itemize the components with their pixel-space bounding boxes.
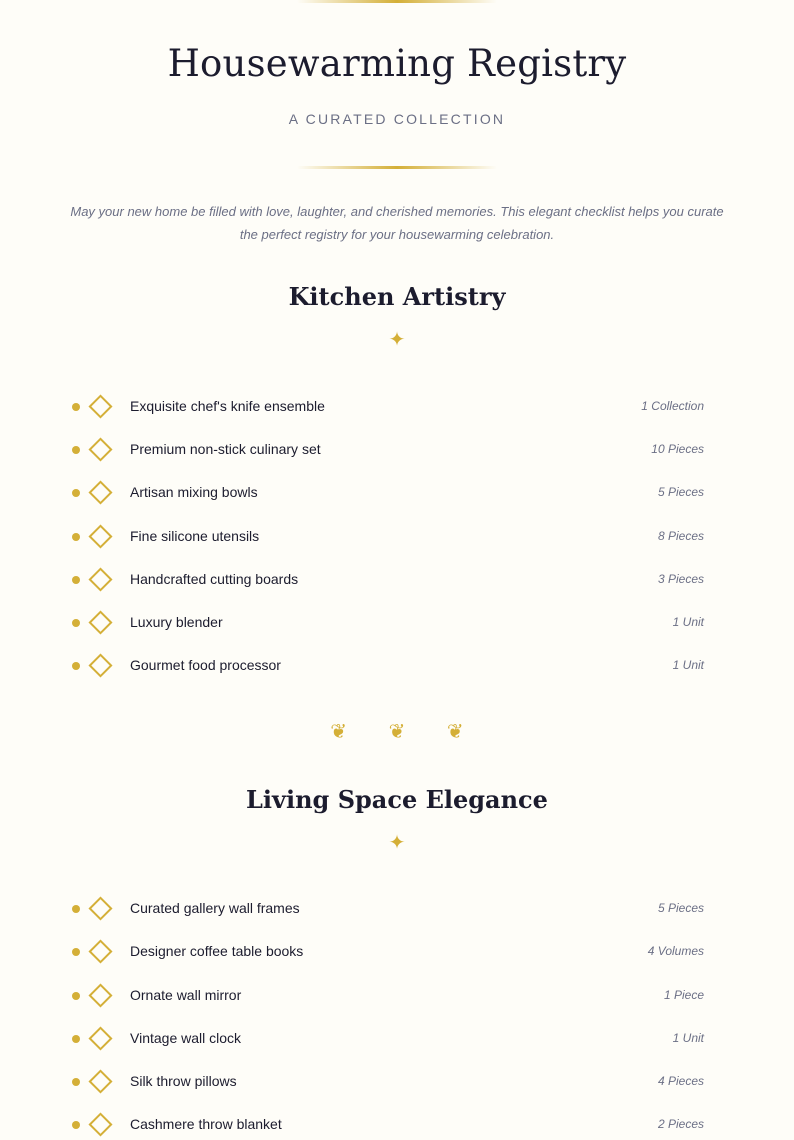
item-quantity: 10 Pieces <box>651 442 704 456</box>
section-title-kitchen: Kitchen Artistry <box>288 282 506 311</box>
page-subtitle: A CURATED COLLECTION <box>288 111 506 127</box>
bullet-dot-icon <box>72 948 80 956</box>
star-icon: ✦ <box>388 329 406 351</box>
bullet-dot-icon <box>72 446 80 454</box>
item-quantity: 1 Unit <box>672 658 704 672</box>
list-item <box>70 478 704 508</box>
bullet-dot-icon <box>72 1078 80 1086</box>
diamond-checkbox[interactable] <box>88 653 112 677</box>
item-name: Silk throw pillows <box>130 1073 237 1089</box>
list-item <box>70 392 704 422</box>
section-title-living: Living Space Elegance <box>246 785 548 814</box>
item-quantity: 1 Piece <box>663 988 704 1002</box>
item-quantity: 5 Pieces <box>657 485 704 499</box>
item-name: Ornate wall mirror <box>130 987 242 1003</box>
item-quantity: 1 Unit <box>672 615 704 629</box>
header-divider <box>297 166 497 169</box>
list-item <box>70 435 704 465</box>
item-name: Handcrafted cutting boards <box>130 571 299 587</box>
diamond-checkbox[interactable] <box>88 480 112 504</box>
list-item <box>70 651 704 681</box>
item-name: Designer coffee table books <box>130 943 304 959</box>
bullet-dot-icon <box>72 1121 80 1129</box>
item-name: Curated gallery wall frames <box>130 900 300 916</box>
diamond-checkbox[interactable] <box>88 437 112 461</box>
star-icon: ✦ <box>388 832 406 854</box>
list-item <box>70 894 704 924</box>
list-item <box>70 981 704 1011</box>
floral-divider-icon: ❦ ❦ ❦ <box>330 721 482 743</box>
item-quantity: 1 Collection <box>641 399 704 413</box>
diamond-checkbox[interactable] <box>88 567 112 591</box>
list-item <box>70 937 704 967</box>
item-name: Luxury blender <box>130 614 223 630</box>
item-quantity: 3 Pieces <box>657 572 704 586</box>
bullet-dot-icon <box>72 576 80 584</box>
list-item <box>70 1024 704 1054</box>
item-quantity: 4 Pieces <box>657 1074 704 1088</box>
bullet-dot-icon <box>72 489 80 497</box>
diamond-checkbox[interactable] <box>88 939 112 963</box>
diamond-checkbox[interactable] <box>88 1112 112 1136</box>
item-quantity: 4 Volumes <box>647 944 704 958</box>
item-quantity: 5 Pieces <box>657 901 704 915</box>
diamond-checkbox[interactable] <box>88 896 112 920</box>
diamond-checkbox[interactable] <box>88 394 112 418</box>
page-title: Housewarming Registry <box>167 42 627 85</box>
diamond-checkbox[interactable] <box>88 524 112 548</box>
list-item <box>70 608 704 638</box>
list-item <box>70 1067 704 1097</box>
diamond-checkbox[interactable] <box>88 610 112 634</box>
bullet-dot-icon <box>72 619 80 627</box>
bullet-dot-icon <box>72 1035 80 1043</box>
diamond-checkbox[interactable] <box>88 1069 112 1093</box>
item-name: Cashmere throw blanket <box>130 1116 282 1132</box>
bullet-dot-icon <box>72 905 80 913</box>
item-quantity: 8 Pieces <box>657 529 704 543</box>
bullet-dot-icon <box>72 403 80 411</box>
item-name: Exquisite chef's knife ensemble <box>130 398 325 414</box>
list-item <box>70 565 704 595</box>
top-gold-rule <box>297 0 497 3</box>
item-name: Vintage wall clock <box>130 1030 242 1046</box>
bullet-dot-icon <box>72 662 80 670</box>
item-name: Gourmet food processor <box>130 657 281 673</box>
intro-text: May your new home be filled with love, laughter, and cherished memories. This elegant checklist helps you curate the perfect registry for your housewarming celebration. <box>70 204 724 242</box>
list-item <box>70 1110 704 1140</box>
item-quantity: 1 Unit <box>672 1031 704 1045</box>
list-item <box>70 522 704 552</box>
bullet-dot-icon <box>72 992 80 1000</box>
diamond-checkbox[interactable] <box>88 1026 112 1050</box>
item-name: Artisan mixing bowls <box>130 484 258 500</box>
bullet-dot-icon <box>72 533 80 541</box>
item-name: Premium non-stick culinary set <box>130 441 321 457</box>
diamond-checkbox[interactable] <box>88 983 112 1007</box>
item-name: Fine silicone utensils <box>130 528 260 544</box>
item-quantity: 2 Pieces <box>657 1117 704 1131</box>
